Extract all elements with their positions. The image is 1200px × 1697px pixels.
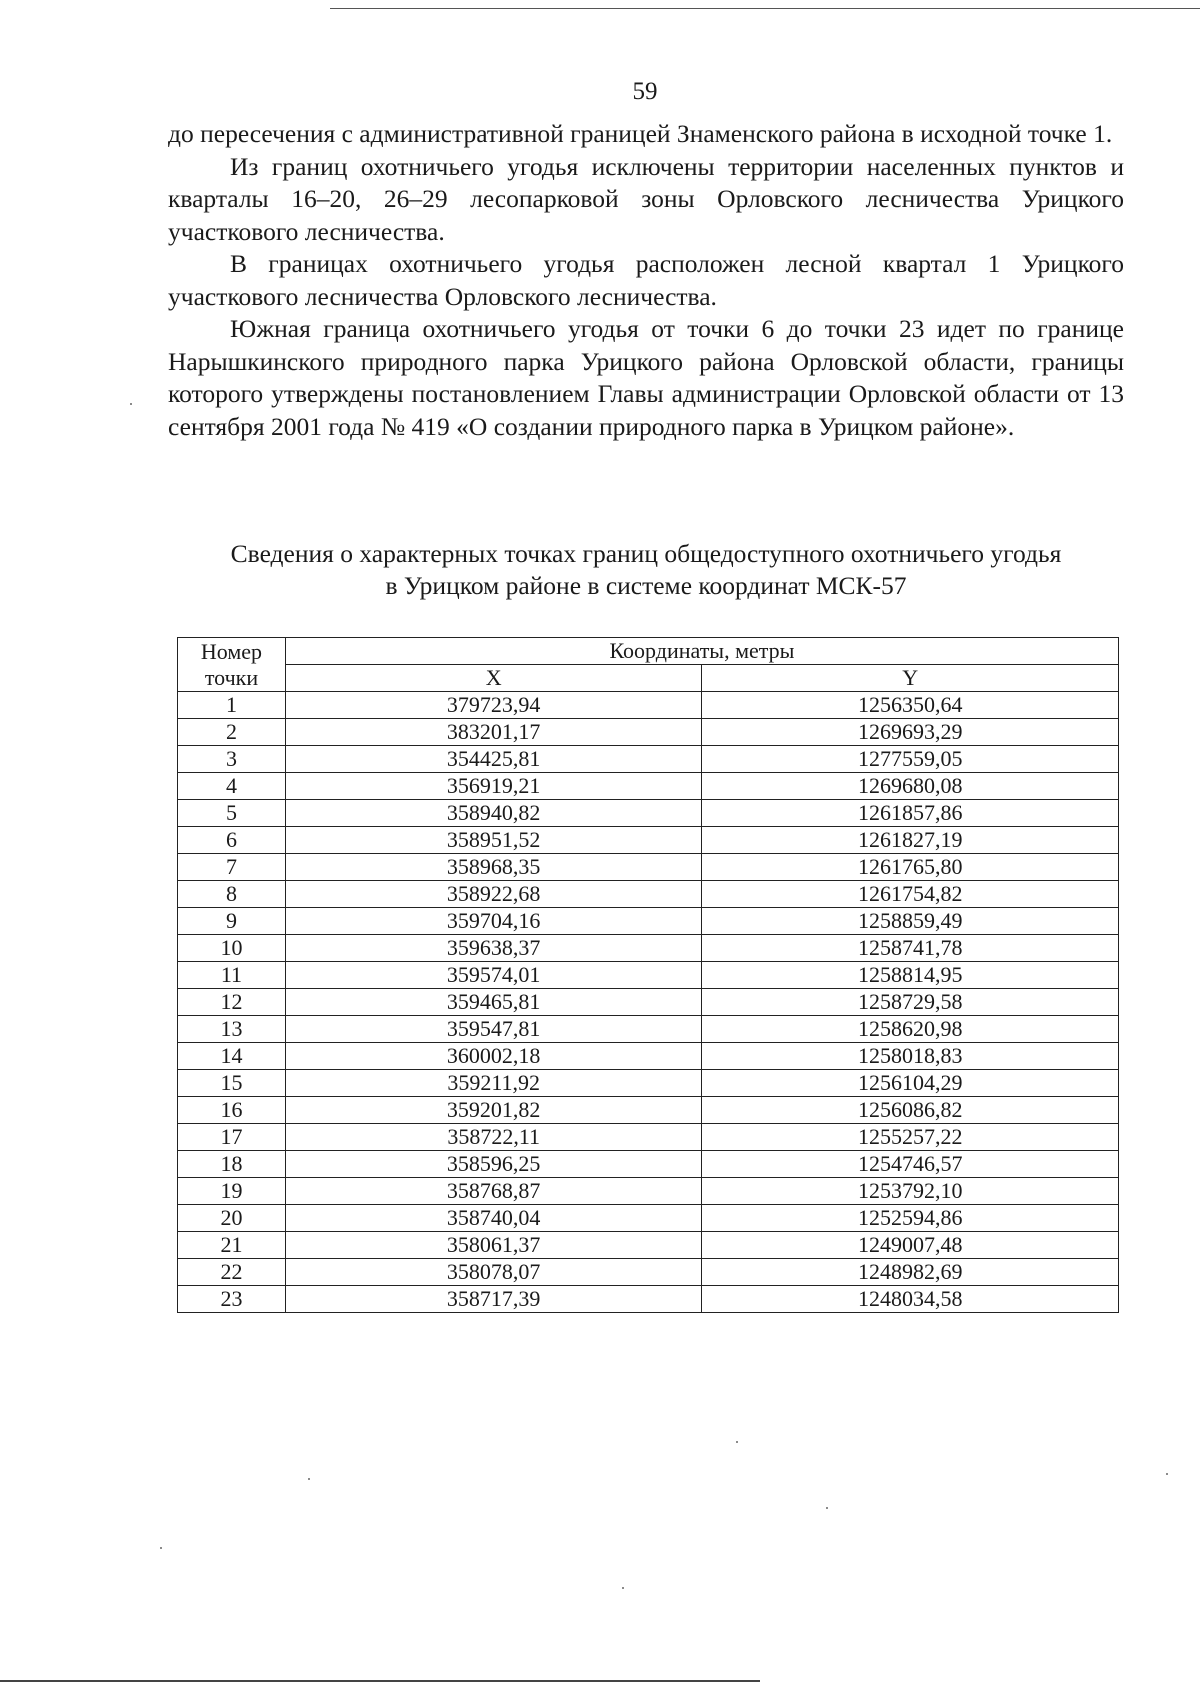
y-coordinate-cell: 1258859,49 xyxy=(702,908,1119,935)
coordinates-table-body xyxy=(178,692,1119,1313)
y-coordinate-cell: 1252594,86 xyxy=(702,1205,1119,1232)
scan-speck xyxy=(736,1441,738,1443)
point-number-cell: 8 xyxy=(178,881,286,908)
y-coordinate-cell: 1254746,57 xyxy=(702,1151,1119,1178)
point-number-cell: 2 xyxy=(178,719,286,746)
y-coordinate-cell: 1256350,64 xyxy=(702,692,1119,719)
x-coordinate-cell: 358717,39 xyxy=(285,1286,702,1313)
table-title-line-1: Сведения о характерных точках границ общедоступного охотничьего угодья xyxy=(230,539,1062,568)
x-coordinate-cell: 359638,37 xyxy=(285,935,702,962)
point-number-cell: 7 xyxy=(178,854,286,881)
point-number-cell: 22 xyxy=(178,1259,286,1286)
header-x: X xyxy=(285,665,702,692)
point-number-cell: 23 xyxy=(178,1286,286,1313)
x-coordinate-cell: 358740,04 xyxy=(285,1205,702,1232)
x-coordinate-cell: 359547,81 xyxy=(285,1016,702,1043)
header-point-number-line-1: Номер xyxy=(200,638,263,664)
table-row xyxy=(178,746,1119,773)
x-coordinate-cell: 358922,68 xyxy=(285,881,702,908)
y-coordinate-cell: 1261765,80 xyxy=(702,854,1119,881)
scan-speck xyxy=(160,1547,162,1549)
page-number: 59 xyxy=(632,78,658,105)
x-coordinate-cell: 358940,82 xyxy=(285,800,702,827)
table-title-line-2: в Урицком районе в системе координат МСК-57 xyxy=(385,571,907,600)
point-number-cell: 9 xyxy=(178,908,286,935)
table-title xyxy=(168,538,1124,602)
point-number-cell: 21 xyxy=(178,1232,286,1259)
y-coordinate-cell: 1258018,83 xyxy=(702,1043,1119,1070)
x-coordinate-cell: 358596,25 xyxy=(285,1151,702,1178)
table-row xyxy=(178,692,1119,719)
x-coordinate-cell: 358968,35 xyxy=(285,854,702,881)
table-row xyxy=(178,935,1119,962)
y-coordinate-cell: 1258741,78 xyxy=(702,935,1119,962)
y-coordinate-cell: 1256086,82 xyxy=(702,1097,1119,1124)
x-coordinate-cell: 359704,16 xyxy=(285,908,702,935)
y-coordinate-cell: 1277559,05 xyxy=(702,746,1119,773)
table-row xyxy=(178,908,1119,935)
header-coordinates: Координаты, метры xyxy=(285,638,1118,665)
table-row xyxy=(178,1286,1119,1313)
point-number-cell: 6 xyxy=(178,827,286,854)
y-coordinate-cell: 1255257,22 xyxy=(702,1124,1119,1151)
y-coordinate-cell: 1261857,86 xyxy=(702,800,1119,827)
point-number-cell: 15 xyxy=(178,1070,286,1097)
table-row xyxy=(178,1259,1119,1286)
point-number-cell: 20 xyxy=(178,1205,286,1232)
y-coordinate-cell: 1258729,58 xyxy=(702,989,1119,1016)
table-row xyxy=(178,854,1119,881)
table-row xyxy=(178,1043,1119,1070)
table-row xyxy=(178,881,1119,908)
x-coordinate-cell: 359465,81 xyxy=(285,989,702,1016)
x-coordinate-cell: 358768,87 xyxy=(285,1178,702,1205)
x-coordinate-cell: 383201,17 xyxy=(285,719,702,746)
x-coordinate-cell: 379723,94 xyxy=(285,692,702,719)
header-point-number xyxy=(178,638,286,692)
table-row xyxy=(178,962,1119,989)
y-coordinate-cell: 1261827,19 xyxy=(702,827,1119,854)
table-row xyxy=(178,719,1119,746)
scan-border-bottom xyxy=(0,1680,760,1682)
table-row xyxy=(178,1016,1119,1043)
y-coordinate-cell: 1269693,29 xyxy=(702,719,1119,746)
point-number-cell: 19 xyxy=(178,1178,286,1205)
header-y: Y xyxy=(702,665,1119,692)
x-coordinate-cell: 356919,21 xyxy=(285,773,702,800)
table-row xyxy=(178,989,1119,1016)
x-coordinate-cell: 354425,81 xyxy=(285,746,702,773)
scan-border-top xyxy=(330,8,1200,9)
x-coordinate-cell: 359574,01 xyxy=(285,962,702,989)
point-number-cell: 3 xyxy=(178,746,286,773)
y-coordinate-cell: 1256104,29 xyxy=(702,1070,1119,1097)
point-number-cell: 13 xyxy=(178,1016,286,1043)
x-coordinate-cell: 358951,52 xyxy=(285,827,702,854)
paragraph-southern-border: Южная граница охотничьего угодья от точки 6 до точки 23 идет по границе Нарышкинского природного парка Урицкого района Орловской области, границы которого утверждены постановлением Главы администрации Орловской области от 13 сентября 2001 года № 419 «О создании природного парка в Урицком районе». xyxy=(168,314,1124,441)
x-coordinate-cell: 358078,07 xyxy=(285,1259,702,1286)
table-row xyxy=(178,1070,1119,1097)
body-text xyxy=(168,118,1124,443)
header-point-number-line-2: точки xyxy=(204,664,259,690)
paragraph-continuation: до пересечения с административной границей Знаменского района в исходной точке 1. xyxy=(168,119,1113,148)
point-number-cell: 10 xyxy=(178,935,286,962)
x-coordinate-cell: 358061,37 xyxy=(285,1232,702,1259)
table-row xyxy=(178,1151,1119,1178)
scan-speck xyxy=(1166,1473,1168,1475)
point-number-cell: 17 xyxy=(178,1124,286,1151)
point-number-cell: 1 xyxy=(178,692,286,719)
point-number-cell: 5 xyxy=(178,800,286,827)
x-coordinate-cell: 358722,11 xyxy=(285,1124,702,1151)
y-coordinate-cell: 1258620,98 xyxy=(702,1016,1119,1043)
y-coordinate-cell: 1261754,82 xyxy=(702,881,1119,908)
point-number-cell: 14 xyxy=(178,1043,286,1070)
coordinates-table xyxy=(177,637,1119,1313)
scan-speck xyxy=(622,1587,624,1589)
table-row xyxy=(178,1232,1119,1259)
table-row xyxy=(178,1097,1119,1124)
point-number-cell: 4 xyxy=(178,773,286,800)
x-coordinate-cell: 359211,92 xyxy=(285,1070,702,1097)
x-coordinate-cell: 359201,82 xyxy=(285,1097,702,1124)
y-coordinate-cell: 1248034,58 xyxy=(702,1286,1119,1313)
point-number-cell: 11 xyxy=(178,962,286,989)
table-row xyxy=(178,1205,1119,1232)
point-number-cell: 16 xyxy=(178,1097,286,1124)
point-number-cell: 18 xyxy=(178,1151,286,1178)
table-row xyxy=(178,1124,1119,1151)
table-row xyxy=(178,827,1119,854)
table-row xyxy=(178,800,1119,827)
scan-speck xyxy=(308,1478,310,1480)
x-coordinate-cell: 360002,18 xyxy=(285,1043,702,1070)
y-coordinate-cell: 1269680,08 xyxy=(702,773,1119,800)
y-coordinate-cell: 1248982,69 xyxy=(702,1259,1119,1286)
y-coordinate-cell: 1258814,95 xyxy=(702,962,1119,989)
paragraph-forest-quarter: В границах охотничьего угодья расположен лесной квартал 1 Урицкого участкового лесничества Орловского лесничества. xyxy=(168,249,1124,311)
scan-speck xyxy=(130,403,132,405)
y-coordinate-cell: 1249007,48 xyxy=(702,1232,1119,1259)
point-number-cell: 12 xyxy=(178,989,286,1016)
y-coordinate-cell: 1253792,10 xyxy=(702,1178,1119,1205)
paragraph-exclusions: Из границ охотничьего угодья исключены территории населенных пунктов и кварталы 16–20, 26–29 лесопарковой зоны Орловского лесничества Урицкого участкового лесничества. xyxy=(168,151,1124,246)
table-row xyxy=(178,773,1119,800)
table-row xyxy=(178,1178,1119,1205)
scan-speck xyxy=(826,1507,828,1509)
